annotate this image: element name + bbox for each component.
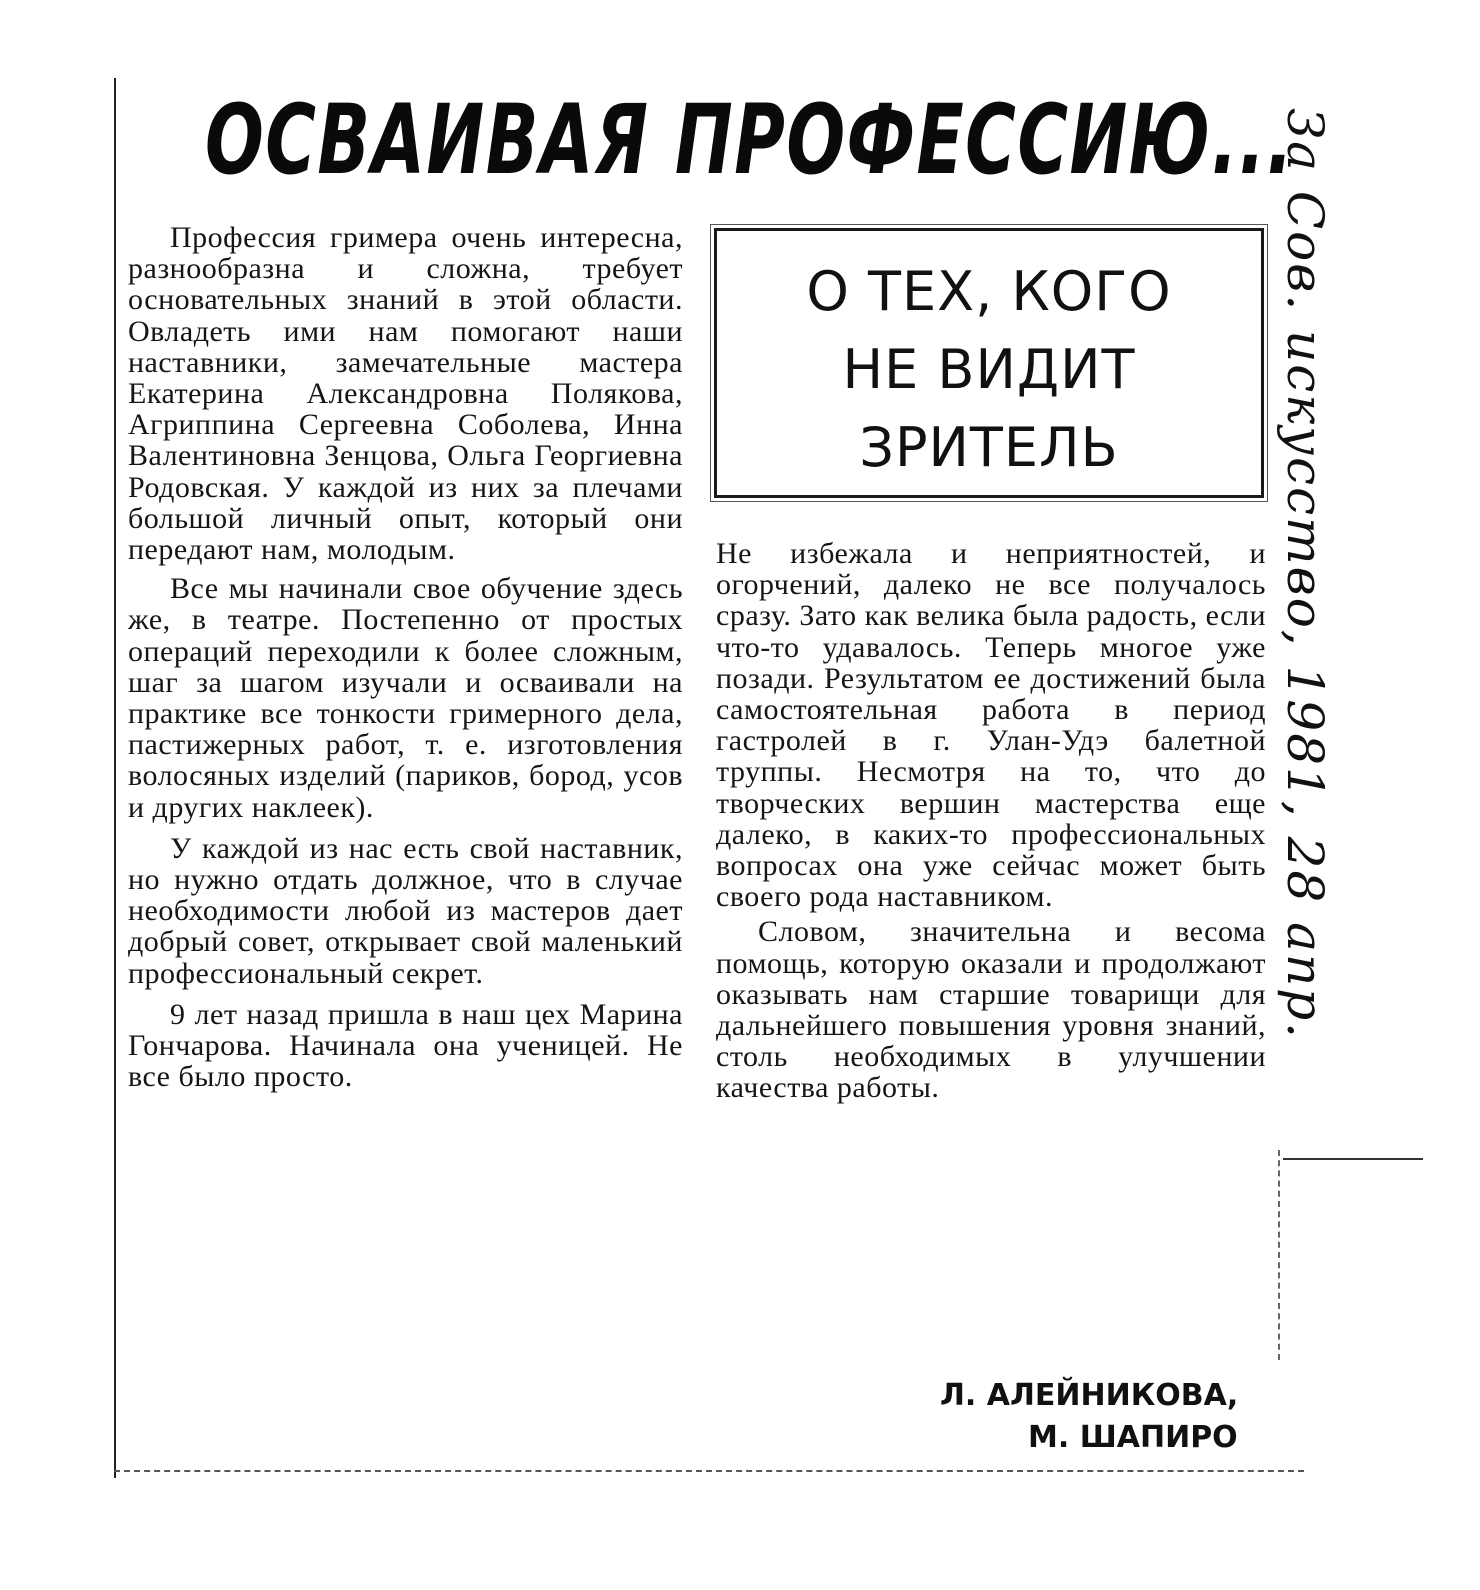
- rubric-title-line: ЗРИТЕЛЬ: [859, 416, 1119, 479]
- margin-pen-line: [1283, 1158, 1423, 1160]
- rubric-box: [714, 228, 1264, 498]
- paragraph: Словом, значительна и весома помощь, которую оказали и продолжают оказывать нам старшие товарищи для дальнейшего повышения уровня знаний, столь необходимых в улучшении качества работы.: [716, 915, 1266, 1105]
- author-signature: [930, 1375, 1250, 1459]
- paragraph: У каждой из нас есть свой наставник, но нужно отдать должное, что в случае необходимости любой из мастеров дает добрый совет, открывает свой маленький профессиональный секрет.: [128, 831, 683, 990]
- paragraph: 9 лет назад пришла в наш цех Марина Гончарова. Начинала она ученицей. Не все было просто.: [128, 997, 683, 1094]
- clipping-edge-right: [1278, 1150, 1280, 1360]
- clipping-edge-bottom: [114, 1470, 1304, 1472]
- left-text-column: [128, 222, 683, 1092]
- paragraph: Все мы начинали свое обучение здесь же, в театре. Постепенно от простых операций переходили к более сложным, шаг за шагом изучали и осваивали на практике все тонкости гримерного дела, пастижерных работ, т. е. изготовления волосяных изделий (париков, бород, усов и других наклеек).: [128, 572, 683, 824]
- rubric-title: [717, 253, 1261, 487]
- article-headline: ОСВАИВАЯ ПРОФЕССИЮ...: [205, 84, 1295, 196]
- paragraph: Профессия гримера очень интересна, разнообразна и сложна, требует основательных знаний в этой области. Овладеть ими нам помогают наши наставники, замечательные мастера Екатерина Александровна Полякова, Агриппина Сергеевна Соболева, Инна Валентиновна Зенцова, Ольга Георгиевна Родовская. У каждой из них за плечами большой личный опыт, который они передают нам, молодым.: [128, 221, 683, 567]
- right-text-column: [716, 538, 1266, 1104]
- rubric-title-line: О ТЕХ, КОГО: [806, 260, 1172, 323]
- rubric-title-line: НЕ ВИДИТ: [842, 338, 1136, 401]
- author-name: Л. АЛЕЙНИКОВА,: [940, 1378, 1239, 1413]
- paragraph: Не избежала и неприятностей, и огорчений, далеко не все получалось сразу. Зато как велика была радость, если что-то удавалось. Теперь многое уже позади. Результатом ее достижений была самостоятельная работа в период гастролей в г. Улан-Удэ балетной труппы. Несмотря на то, что до творческих вершин мастерства еще далеко, в каких-то профессиональных вопросах она уже сейчас может быть своего рода наставником.: [716, 537, 1266, 914]
- clipping-edge-left: [114, 78, 116, 1478]
- handwritten-source-note: За Сов. искусство, 1981, 28 апр.: [1276, 108, 1334, 1041]
- author-name: М. ШАПИРО: [1028, 1420, 1238, 1455]
